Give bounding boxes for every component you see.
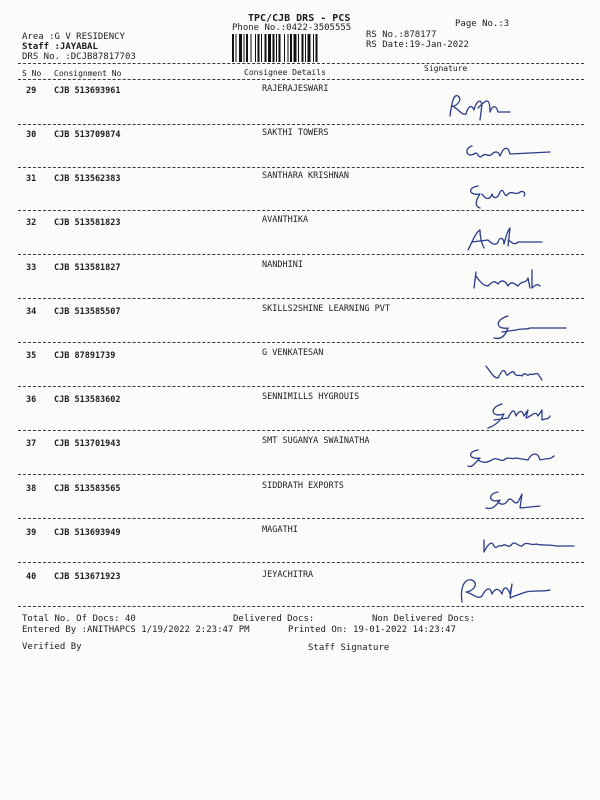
row-consignee: NANDHINI <box>262 260 303 270</box>
barcode <box>232 34 352 62</box>
row-serial: 35 <box>26 351 37 361</box>
row-serial: 39 <box>26 528 37 538</box>
row-consignee: SANTHARA KRISHNAN <box>262 171 349 181</box>
row-consignee: RAJERAJESWARI <box>262 84 329 94</box>
row-consignment: CJB 513581827 <box>54 263 121 273</box>
row-serial: 33 <box>26 263 37 273</box>
row-consignment: CJB 513583565 <box>54 484 121 494</box>
printed-on: Printed On: 19-01-2022 14:23:47 <box>288 625 456 635</box>
row-serial: 31 <box>26 174 37 184</box>
row-consignee: SAKTHI TOWERS <box>262 128 329 138</box>
signature-mark <box>460 178 570 212</box>
divider <box>18 63 584 64</box>
row-consignee: MAGATHI <box>262 525 298 535</box>
row-consignee: G VENKATESAN <box>262 348 324 358</box>
signature-mark <box>480 484 570 516</box>
row-consignment: CJB 513585507 <box>54 307 121 317</box>
signature-mark <box>450 572 570 612</box>
row-serial: 40 <box>26 572 37 582</box>
row-consignment: CJB 513693949 <box>54 528 121 538</box>
signature-mark <box>466 262 576 296</box>
phone-number: Phone No.:0422-3505555 <box>232 23 352 33</box>
divider <box>18 474 584 475</box>
divider <box>18 79 584 80</box>
entered-by: Entered By :ANITHAPCS 1/19/2022 2:23:47 PM <box>22 625 250 635</box>
drs-number: DRS No. :DCJB87817703 <box>22 52 136 62</box>
row-serial: 29 <box>26 86 37 96</box>
row-serial: 38 <box>26 484 37 494</box>
signature-mark <box>458 136 568 166</box>
row-serial: 30 <box>26 130 37 140</box>
row-consignment: CJB 513581823 <box>54 218 121 228</box>
divider <box>18 518 584 519</box>
row-consignment: CJB 513701943 <box>54 439 121 449</box>
row-consignee: SMT SUGANYA SWAINATHA <box>262 436 370 446</box>
row-serial: 32 <box>26 218 37 228</box>
non-delivered-docs: Non Delivered Docs: <box>372 614 475 624</box>
column-header-consignee: Consignee Details <box>244 68 326 77</box>
signature-mark <box>476 528 586 558</box>
verified-by: Verified By <box>22 642 82 652</box>
signature-mark <box>486 308 576 344</box>
column-header-sno: S No <box>22 69 42 78</box>
row-consignee: SENNIMILLS HYGROUIS <box>262 392 360 402</box>
divider <box>18 562 584 563</box>
staff-signature: Staff Signature <box>308 643 390 653</box>
row-consignment: CJB 513562383 <box>54 174 121 184</box>
row-serial: 36 <box>26 395 37 405</box>
row-consignee: JEYACHITRA <box>262 570 314 580</box>
signature-mark <box>440 90 550 126</box>
row-consignment: CJB 513671923 <box>54 572 121 582</box>
document-title: TPC/CJB DRS - PCS <box>248 13 351 24</box>
rs-number: RS No.:878177 <box>366 30 437 40</box>
row-consignee: AVANTHIKA <box>262 215 309 225</box>
row-consignee: SKILLS2SHINE LEARNING PVT <box>262 304 390 314</box>
staff-label: Staff :JAYABAL <box>22 42 98 52</box>
row-consignment: CJB 513693961 <box>54 86 121 96</box>
rs-date: RS Date:19-Jan-2022 <box>366 40 469 50</box>
total-docs: Total No. Of Docs: 40 <box>22 614 136 624</box>
column-header-signature: Signature <box>424 64 468 73</box>
signature-mark <box>478 356 568 388</box>
delivered-docs: Delivered Docs: <box>233 614 315 624</box>
column-header-consignment: Consignment No <box>54 69 122 78</box>
row-consignment: CJB 87891739 <box>54 351 116 361</box>
area-label: Area :G V RESIDENCY <box>22 32 125 42</box>
signature-mark <box>458 440 578 474</box>
divider <box>18 167 584 168</box>
divider <box>18 298 584 299</box>
signature-mark <box>480 396 580 436</box>
page-number: Page No.:3 <box>455 19 510 29</box>
row-consignment: CJB 513709874 <box>54 130 121 140</box>
signature-mark <box>462 222 572 256</box>
row-consignment: CJB 513583602 <box>54 395 121 405</box>
row-serial: 37 <box>26 439 37 449</box>
row-serial: 34 <box>26 307 37 317</box>
row-consignee: SIDDRATH EXPORTS <box>262 481 344 491</box>
